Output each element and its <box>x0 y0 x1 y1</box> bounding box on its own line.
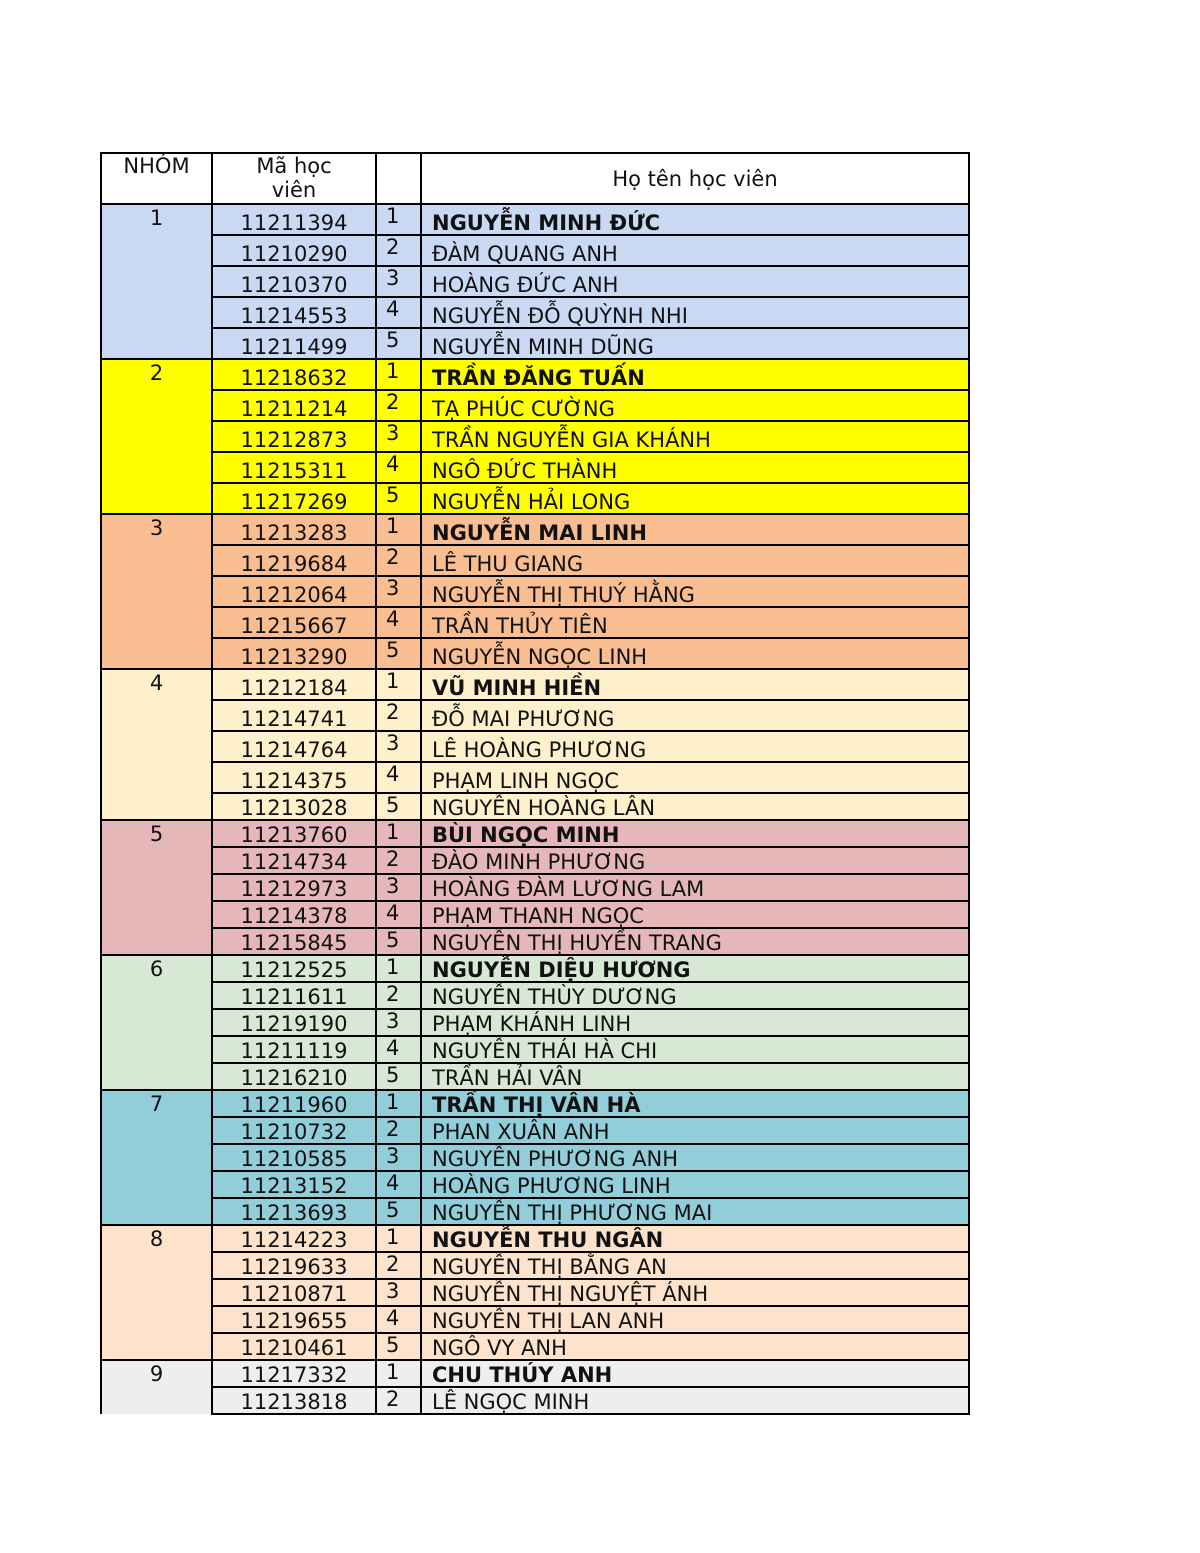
group-leader-name-cell: CHU THÚY ANH <box>421 1360 969 1387</box>
student-name-cell: NGUYỄN HẢI LONG <box>421 483 969 514</box>
table-row <box>101 928 969 955</box>
student-name-cell: HOÀNG ĐÀM LƯƠNG LAM <box>421 874 969 901</box>
student-group-sheet <box>100 152 968 1415</box>
table-row <box>101 359 969 390</box>
student-id-cell: 11210585 <box>212 1144 376 1171</box>
student-name-cell: NGÔ VY ANH <box>421 1333 969 1360</box>
group-number-cell: 8 <box>101 1225 212 1360</box>
student-name-cell: NGUYỄN HOÀNG LÂN <box>421 793 969 820</box>
student-id-cell: 11213152 <box>212 1171 376 1198</box>
student-id-cell: 11210290 <box>212 235 376 266</box>
table-row <box>101 576 969 607</box>
table-row <box>101 483 969 514</box>
table-row <box>101 1252 969 1279</box>
table-row <box>101 1117 969 1144</box>
group-leader-name-cell: VŨ MINH HIỀN <box>421 669 969 700</box>
member-index-cell: 3 <box>376 421 421 452</box>
member-index-cell: 4 <box>376 607 421 638</box>
table-row <box>101 1171 969 1198</box>
header-name-label: Họ tên học viên <box>612 166 778 191</box>
member-index-cell: 4 <box>376 297 421 328</box>
student-id-cell: 11212873 <box>212 421 376 452</box>
group-leader-name-cell: NGUYỄN THU NGÂN <box>421 1225 969 1252</box>
member-index-cell: 5 <box>376 638 421 669</box>
table-row <box>101 982 969 1009</box>
table-row <box>101 820 969 847</box>
table-row <box>101 607 969 638</box>
group-leader-name-cell: TRẦN ĐĂNG TUẤN <box>421 359 969 390</box>
member-index-cell: 4 <box>376 1306 421 1333</box>
student-id-cell: 11211611 <box>212 982 376 1009</box>
table-row <box>101 1009 969 1036</box>
header-student-id-line1: Mã học <box>256 154 332 178</box>
student-name-cell: NGUYỄN ĐỖ QUỲNH NHI <box>421 297 969 328</box>
student-name-cell: PHAN XUÂN ANH <box>421 1117 969 1144</box>
student-name-cell: HOÀNG PHƯƠNG LINH <box>421 1171 969 1198</box>
student-id-cell: 11210370 <box>212 266 376 297</box>
student-id-cell: 11212973 <box>212 874 376 901</box>
member-index-cell: 1 <box>376 1225 421 1252</box>
student-id-cell: 11213283 <box>212 514 376 545</box>
table-row <box>101 328 969 359</box>
table-row <box>101 1090 969 1117</box>
group-number-cell: 7 <box>101 1090 212 1225</box>
table-body <box>101 204 969 1414</box>
header-row <box>101 153 969 204</box>
student-id-cell: 11214378 <box>212 901 376 928</box>
member-index-cell: 4 <box>376 901 421 928</box>
member-index-cell: 1 <box>376 820 421 847</box>
student-name-cell: TRẦN HẢI VÂN <box>421 1063 969 1090</box>
student-name-cell: NGUYỄN THỊ BẰNG AN <box>421 1252 969 1279</box>
member-index-cell: 3 <box>376 1279 421 1306</box>
student-name-cell: NGÔ ĐỨC THÀNH <box>421 452 969 483</box>
member-index-cell: 1 <box>376 955 421 982</box>
student-name-cell: NGUYỄN THÙY DƯƠNG <box>421 982 969 1009</box>
header-name <box>421 153 969 204</box>
student-id-cell: 11212525 <box>212 955 376 982</box>
student-id-cell: 11213693 <box>212 1198 376 1225</box>
member-index-cell: 4 <box>376 762 421 793</box>
table-row <box>101 793 969 820</box>
group-leader-name-cell: NGUYỄN MAI LINH <box>421 514 969 545</box>
header-index <box>376 153 421 204</box>
student-id-cell: 11213290 <box>212 638 376 669</box>
student-name-cell: PHẠM LINH NGỌC <box>421 762 969 793</box>
group-number-cell: 4 <box>101 669 212 820</box>
member-index-cell: 2 <box>376 847 421 874</box>
member-index-cell: 1 <box>376 669 421 700</box>
student-id-cell: 11217332 <box>212 1360 376 1387</box>
member-index-cell: 2 <box>376 700 421 731</box>
student-name-cell: LÊ NGỌC MINH <box>421 1387 969 1414</box>
student-id-cell: 11219655 <box>212 1306 376 1333</box>
member-index-cell: 5 <box>376 483 421 514</box>
table-row <box>101 700 969 731</box>
student-name-cell: ĐÀM QUANG ANH <box>421 235 969 266</box>
table-row <box>101 762 969 793</box>
student-id-cell: 11214741 <box>212 700 376 731</box>
member-index-cell: 3 <box>376 266 421 297</box>
student-name-cell: NGUYỄN THỊ THUÝ HẰNG <box>421 576 969 607</box>
table-row <box>101 514 969 545</box>
table-row <box>101 1387 969 1414</box>
group-number-cell: 3 <box>101 514 212 669</box>
table-row <box>101 669 969 700</box>
student-name-cell: LÊ HOÀNG PHƯƠNG <box>421 731 969 762</box>
table-row <box>101 955 969 982</box>
member-index-cell: 5 <box>376 328 421 359</box>
member-index-cell: 1 <box>376 359 421 390</box>
table-row <box>101 1225 969 1252</box>
student-name-cell: NGUYỄN PHƯƠNG ANH <box>421 1144 969 1171</box>
table-row <box>101 1360 969 1387</box>
student-id-cell: 11213818 <box>212 1387 376 1414</box>
header-student-id <box>212 153 376 204</box>
group-number-cell: 1 <box>101 204 212 359</box>
member-index-cell: 2 <box>376 1117 421 1144</box>
table-row <box>101 638 969 669</box>
table-row <box>101 297 969 328</box>
member-index-cell: 2 <box>376 1252 421 1279</box>
table-row <box>101 1333 969 1360</box>
student-id-cell: 11213760 <box>212 820 376 847</box>
header-student-id-line2: viên <box>271 178 317 202</box>
student-id-cell: 11215667 <box>212 607 376 638</box>
student-name-cell: NGUYỄN MINH DŨNG <box>421 328 969 359</box>
group-number-cell: 2 <box>101 359 212 514</box>
student-name-cell: PHẠM KHÁNH LINH <box>421 1009 969 1036</box>
group-number-cell: 6 <box>101 955 212 1090</box>
table-row <box>101 731 969 762</box>
member-index-cell: 5 <box>376 1198 421 1225</box>
header-group-label: NHÓM <box>123 154 190 178</box>
member-index-cell: 1 <box>376 514 421 545</box>
student-name-cell: TRẦN NGUYỄN GIA KHÁNH <box>421 421 969 452</box>
member-index-cell: 3 <box>376 1144 421 1171</box>
student-id-cell: 11214375 <box>212 762 376 793</box>
student-name-cell: NGUYỄN NGỌC LINH <box>421 638 969 669</box>
student-name-cell: HOÀNG ĐỨC ANH <box>421 266 969 297</box>
member-index-cell: 1 <box>376 204 421 235</box>
member-index-cell: 3 <box>376 874 421 901</box>
member-index-cell: 3 <box>376 576 421 607</box>
student-group-table <box>100 152 970 1415</box>
student-id-cell: 11211394 <box>212 204 376 235</box>
student-name-cell: ĐỖ MAI PHƯƠNG <box>421 700 969 731</box>
table-row <box>101 421 969 452</box>
member-index-cell: 2 <box>376 390 421 421</box>
student-id-cell: 11211960 <box>212 1090 376 1117</box>
member-index-cell: 5 <box>376 1063 421 1090</box>
table-header <box>101 153 969 204</box>
table-row <box>101 452 969 483</box>
student-name-cell: ĐÀO MINH PHƯƠNG <box>421 847 969 874</box>
member-index-cell: 2 <box>376 235 421 266</box>
student-id-cell: 11213028 <box>212 793 376 820</box>
table-row <box>101 266 969 297</box>
member-index-cell: 4 <box>376 1036 421 1063</box>
table-row <box>101 874 969 901</box>
group-number-cell: 9 <box>101 1360 212 1414</box>
student-id-cell: 11211119 <box>212 1036 376 1063</box>
table-row <box>101 847 969 874</box>
group-leader-name-cell: TRẦN THỊ VÂN HÀ <box>421 1090 969 1117</box>
member-index-cell: 3 <box>376 731 421 762</box>
member-index-cell: 4 <box>376 1171 421 1198</box>
table-row <box>101 1198 969 1225</box>
group-number-cell: 5 <box>101 820 212 955</box>
student-name-cell: PHẠM THANH NGỌC <box>421 901 969 928</box>
student-name-cell: NGUYỄN THỊ PHƯƠNG MAI <box>421 1198 969 1225</box>
table-row <box>101 1144 969 1171</box>
student-id-cell: 11219684 <box>212 545 376 576</box>
student-name-cell: NGUYỄN THỊ LAN ANH <box>421 1306 969 1333</box>
student-name-cell: TRẦN THỦY TIÊN <box>421 607 969 638</box>
table-row <box>101 204 969 235</box>
student-id-cell: 11214553 <box>212 297 376 328</box>
student-id-cell: 11217269 <box>212 483 376 514</box>
table-row <box>101 1063 969 1090</box>
member-index-cell: 5 <box>376 793 421 820</box>
member-index-cell: 1 <box>376 1360 421 1387</box>
student-id-cell: 11215311 <box>212 452 376 483</box>
member-index-cell: 4 <box>376 452 421 483</box>
member-index-cell: 2 <box>376 982 421 1009</box>
student-name-cell: TẠ PHÚC CƯỜNG <box>421 390 969 421</box>
member-index-cell: 2 <box>376 1387 421 1414</box>
table-row <box>101 1036 969 1063</box>
group-leader-name-cell: NGUYỄN MINH ĐỨC <box>421 204 969 235</box>
table-row <box>101 901 969 928</box>
student-id-cell: 11210871 <box>212 1279 376 1306</box>
member-index-cell: 3 <box>376 1009 421 1036</box>
student-id-cell: 11219190 <box>212 1009 376 1036</box>
student-id-cell: 11219633 <box>212 1252 376 1279</box>
student-id-cell: 11216210 <box>212 1063 376 1090</box>
student-name-cell: LÊ THU GIANG <box>421 545 969 576</box>
student-id-cell: 11211214 <box>212 390 376 421</box>
student-id-cell: 11210461 <box>212 1333 376 1360</box>
student-id-cell: 11214764 <box>212 731 376 762</box>
table-row <box>101 1306 969 1333</box>
group-leader-name-cell: BÙI NGỌC MINH <box>421 820 969 847</box>
student-name-cell: NGUYỄN THỊ NGUYỆT ÁNH <box>421 1279 969 1306</box>
student-id-cell: 11214223 <box>212 1225 376 1252</box>
student-name-cell: NGUYỄN THỊ HUYỀN TRANG <box>421 928 969 955</box>
student-name-cell: NGUYỄN THÁI HÀ CHI <box>421 1036 969 1063</box>
table-row <box>101 390 969 421</box>
table-row <box>101 545 969 576</box>
table-row <box>101 1279 969 1306</box>
member-index-cell: 5 <box>376 1333 421 1360</box>
member-index-cell: 2 <box>376 545 421 576</box>
student-id-cell: 11210732 <box>212 1117 376 1144</box>
member-index-cell: 5 <box>376 928 421 955</box>
member-index-cell: 1 <box>376 1090 421 1117</box>
student-id-cell: 11214734 <box>212 847 376 874</box>
student-id-cell: 11218632 <box>212 359 376 390</box>
group-leader-name-cell: NGUYỄN DIỆU HƯƠNG <box>421 955 969 982</box>
student-id-cell: 11212064 <box>212 576 376 607</box>
table-row <box>101 235 969 266</box>
student-id-cell: 11211499 <box>212 328 376 359</box>
student-id-cell: 11212184 <box>212 669 376 700</box>
student-id-cell: 11215845 <box>212 928 376 955</box>
header-group <box>101 153 212 204</box>
